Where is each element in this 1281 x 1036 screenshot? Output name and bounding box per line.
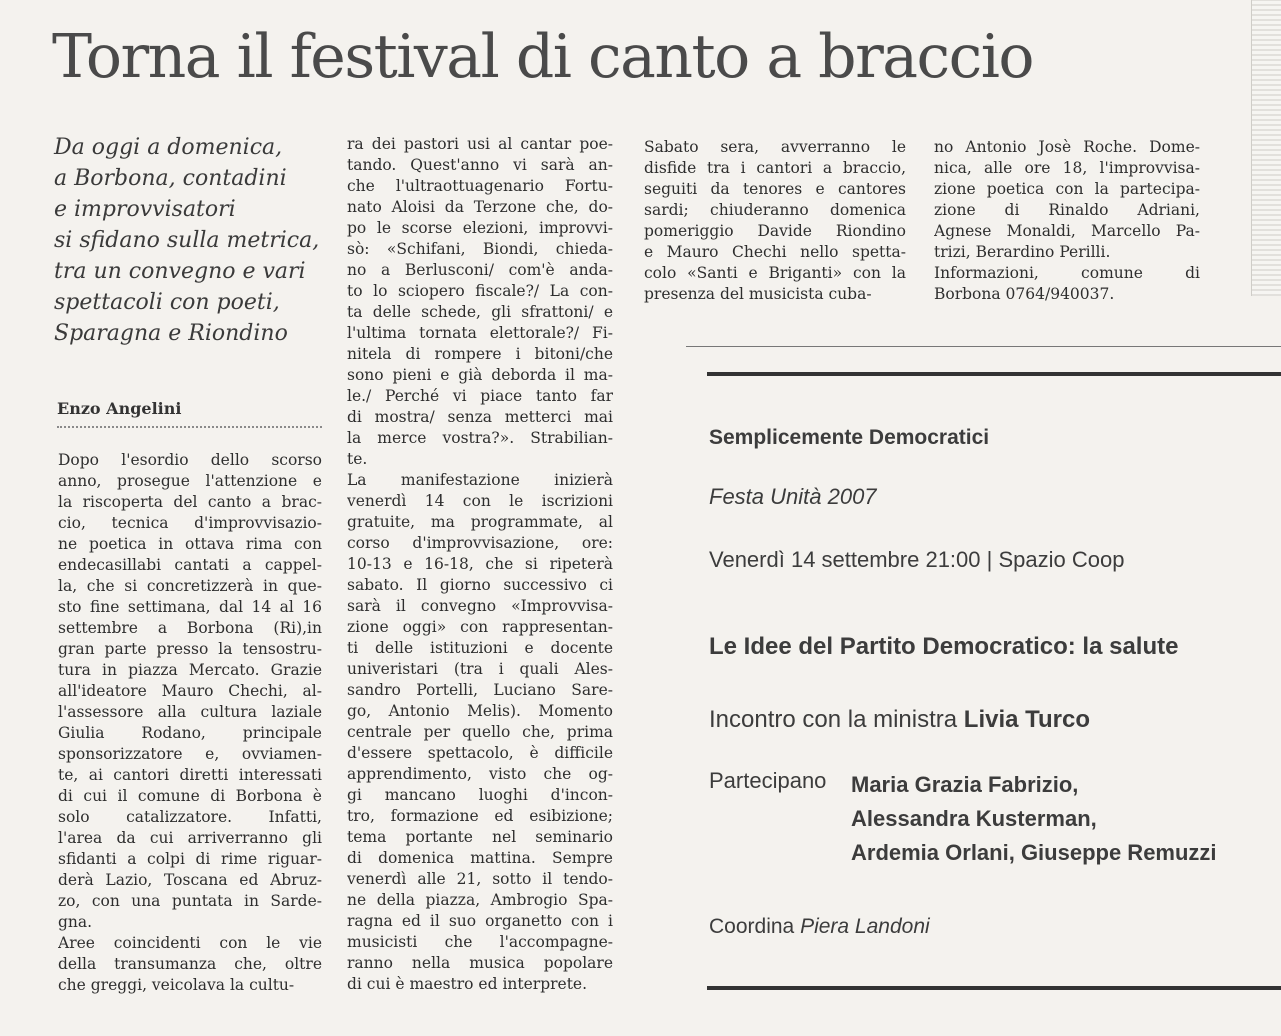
text-line: no a Berlusconi/ com'è anda-	[347, 261, 613, 279]
text-line: ne della piazza, Ambrogio Spa-	[347, 891, 613, 909]
text-line: la riscoperta del canto a brac-	[58, 493, 322, 511]
text-line: sò: «Schifani, Biondi, chieda-	[347, 240, 613, 258]
ad-participant-line: Maria Grazia Fabrizio,	[851, 772, 1079, 797]
text-line: la merce vostra?». Strabilian-	[347, 429, 613, 447]
text-line: che greggi, veicolava la cultu-	[58, 976, 295, 994]
ad-organization: Semplicemente Democratici	[709, 426, 990, 449]
text-line: la, che si concretizzerà in que-	[58, 577, 322, 595]
ad-meeting	[709, 706, 1090, 734]
text-line: sandro Portelli, Luciano Sare-	[347, 681, 613, 699]
subhead-line: si sfidano sulla metrica,	[54, 228, 320, 253]
ad-meeting-prefix: Incontro con la ministra	[709, 706, 964, 733]
ad-title: Le Idee del Partito Democratico: la salute	[709, 633, 1179, 660]
page-edge-strip	[1251, 0, 1281, 296]
ad-date-venue: Venerdì 14 settembre 21:00 | Spazio Coop	[709, 547, 1125, 572]
text-line: Dopo l'esordio dello scorso	[58, 451, 322, 469]
text-line: di mostra/ senza metterci mai	[347, 408, 613, 426]
text-line: nato Aloisi da Terzone che, do-	[347, 198, 613, 216]
text-line: sarà il convegno «Improvvisa-	[347, 597, 613, 615]
text-line: nitela di rompere i bitoni/che	[347, 345, 613, 363]
ad-participants	[851, 768, 1217, 870]
text-line: pomeriggio Davide Riondino	[644, 222, 906, 240]
text-line: Aree coincidenti con le vie	[58, 934, 322, 952]
subhead-line: spettacoli con poeti,	[54, 290, 280, 315]
text-line: sardi; chiuderanno domenica	[644, 201, 906, 219]
text-line: ragna ed il suo organetto con i	[347, 912, 613, 930]
text-line: gratuite, ma programmate, al	[347, 513, 613, 531]
headline: Torna il festival di canto a braccio	[52, 22, 1034, 92]
text-line: endecasillabi cantati a cappel-	[58, 556, 322, 574]
text-line: trizi, Berardino Perilli.	[934, 243, 1111, 261]
text-line: univeristari (tra i quali Ales-	[347, 660, 613, 678]
text-line: ne poetica in ottava rima con	[58, 535, 322, 553]
text-line: te, ai cantori diretti interessati	[58, 766, 322, 784]
text-line: cio, tecnica d'improvvisazio-	[58, 514, 322, 532]
text-line: le./ Perché vi piace tanto far	[347, 387, 613, 405]
text-line: Giulia Rodano, principale	[58, 724, 322, 742]
text-line: gran parte presso la tensostru-	[58, 640, 322, 658]
text-line: d'essere spettacolo, è difficile	[347, 744, 613, 762]
ad-participant-line: Alessandra Kusterman,	[851, 806, 1097, 831]
text-line: go, Antonio Melis). Momento	[347, 702, 613, 720]
text-line: ti delle istituzioni e docente	[347, 639, 613, 657]
byline: Enzo Angelini	[57, 398, 322, 428]
ad-coordinator-label: Coordina	[709, 915, 801, 938]
text-line: musicisti che l'accompagne-	[347, 933, 613, 951]
text-line: tura in piazza Mercato. Grazie	[58, 661, 322, 679]
text-line: di domenica mattina. Sempre	[347, 849, 613, 867]
text-line: all'ideatore Mauro Chechi, al-	[58, 682, 322, 700]
text-line: tando. Quest'anno vi sarà an-	[347, 156, 613, 174]
text-line: sono pieni e già deborda il ma-	[347, 366, 613, 384]
text-line: Sabato sera, avverranno le	[644, 138, 906, 156]
text-line: to lo sciopero fiscale?/ La con-	[347, 282, 613, 300]
text-line: La manifestazione inizierà	[347, 471, 613, 489]
text-line: solo catalizzatore. Infatti,	[58, 808, 322, 826]
text-line: tema portante nel seminario	[347, 828, 613, 846]
text-line: po le scorse elezioni, improvvi-	[347, 219, 613, 237]
text-line: l'area da cui arriverranno gli	[58, 829, 322, 847]
ad-rule-bottom	[707, 986, 1281, 990]
text-line: sponsorizzatore e, ovviamen-	[58, 745, 322, 763]
article-column-2	[347, 134, 613, 995]
text-line: zo, con una puntata in Sarde-	[58, 892, 322, 910]
text-line: venerdì 14 con le iscrizioni	[347, 492, 613, 510]
text-line: ra dei pastori usi al cantar poe-	[347, 135, 613, 153]
text-line: 10-13 e 16-18, che si ripeterà	[347, 555, 613, 573]
subheadline	[54, 132, 329, 349]
text-line: gna.	[58, 913, 93, 931]
subhead-line: a Borbona, contadini	[54, 166, 287, 191]
text-line: che l'ultraottuagenario Fortu-	[347, 177, 613, 195]
text-line: sto fine settimana, dal 14 al 16	[58, 598, 322, 616]
subhead-line: tra un convegno e vari	[54, 259, 306, 284]
text-line: colo «Santi e Briganti» con la	[644, 264, 906, 282]
text-line: di cui il comune di Borbona è	[58, 787, 322, 805]
text-line: seguiti da tenores e cantores	[644, 180, 906, 198]
ad-top-divider	[686, 346, 1281, 347]
ad-participants-label: Partecipano	[709, 768, 827, 793]
text-line: di cui è maestro ed interprete.	[347, 975, 588, 993]
ad-coordinator-name: Piera Landoni	[800, 915, 930, 938]
text-line: Informazioni, comune di	[934, 264, 1200, 282]
ad-coordinator	[709, 915, 930, 939]
text-line: gi mancano luoghi d'incon-	[347, 786, 613, 804]
text-line: disfide tra i cantori a braccio,	[644, 159, 906, 177]
text-line: te.	[347, 450, 368, 468]
text-line: no Antonio Josè Roche. Dome-	[934, 138, 1200, 156]
subhead-line: Da oggi a domenica,	[54, 135, 283, 160]
ad-minister-name: Livia Turco	[963, 706, 1091, 733]
text-line: e Mauro Chechi nello spetta-	[644, 243, 906, 261]
text-line: ranno nella musica popolare	[347, 954, 613, 972]
article-column-3	[644, 137, 906, 305]
text-line: anno, prosegue l'attenzione e	[58, 472, 322, 490]
text-line: zione poetica con la partecipa-	[934, 180, 1200, 198]
text-line: nica, alle ore 18, l'improvvisa-	[934, 159, 1200, 177]
text-line: Borbona 0764/940037.	[934, 285, 1115, 303]
text-line: Agnese Monaldi, Marcello Pa-	[934, 222, 1200, 240]
text-line: venerdì alle 21, sotto il tendo-	[347, 870, 613, 888]
text-line: della transumanza che, oltre	[58, 955, 322, 973]
text-line: apprendimento, visto che og-	[347, 765, 613, 783]
text-line: zione di Rinaldo Adriani,	[934, 201, 1200, 219]
text-line: l'assessore alla cultura laziale	[58, 703, 322, 721]
text-line: tro, formazione ed esibizione;	[347, 807, 613, 825]
text-line: zione oggi» con rappresentan-	[347, 618, 613, 636]
article-column-4	[934, 137, 1200, 305]
article-column-1	[58, 450, 322, 996]
text-line: l'ultima tornata elettorale?/ Fi-	[347, 324, 613, 342]
text-line: sabato. Il giorno successivo ci	[347, 576, 613, 594]
text-line: ta delle schede, gli sfrattoni/ e	[347, 303, 613, 321]
subhead-line: e improvvisatori	[54, 197, 236, 222]
text-line: sfidanti a colpi di rime riguar-	[58, 850, 322, 868]
subhead-line: Sparagna e Riondino	[54, 321, 288, 346]
ad-event-name: Festa Unità 2007	[709, 484, 877, 509]
text-line: centrale per quello che, prima	[347, 723, 613, 741]
text-line: presenza del musicista cuba-	[644, 285, 872, 303]
text-line: settembre a Borbona (Ri),in	[58, 619, 322, 637]
ad-participant-line: Ardemia Orlani, Giuseppe Remuzzi	[851, 840, 1217, 865]
text-line: corso d'improvvisazione, ore:	[347, 534, 613, 552]
ad-rule-top	[707, 372, 1281, 376]
text-line: derà Lazio, Toscana ed Abruz-	[58, 871, 322, 889]
